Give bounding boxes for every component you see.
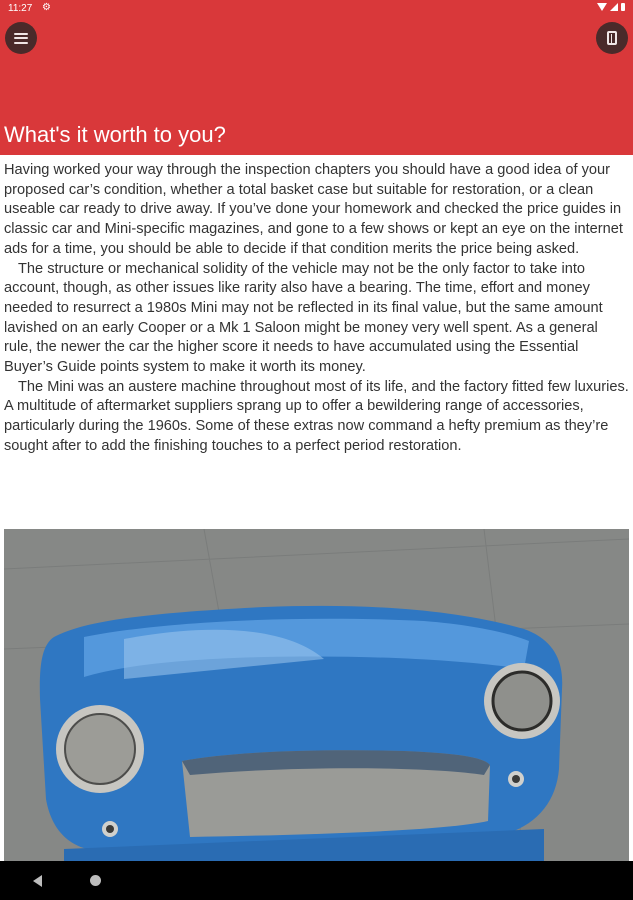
system-navigation-bar xyxy=(0,861,633,900)
home-circle-icon[interactable] xyxy=(90,875,101,886)
page-title: What's it worth to you? xyxy=(4,122,226,147)
signal-icon xyxy=(610,3,618,11)
back-triangle-icon[interactable] xyxy=(33,875,42,887)
hamburger-menu-icon xyxy=(14,33,28,44)
mini-front-panel-photo xyxy=(4,529,629,861)
menu-button[interactable] xyxy=(5,22,37,54)
app-header xyxy=(0,18,633,155)
battery-icon xyxy=(621,3,625,11)
book-icon xyxy=(607,31,617,45)
article-paragraph-3: The Mini was an austere machine throughout most of its life, and the factory fitted few luxuries. A multitude of aftermarket suppliers sprang up to offer a bewildering range of accessories, particularly during the 1960s. Some of these extras now command a hefty premium as they’re sought after to add the finishing touches to a perfect period restoration. xyxy=(4,378,629,454)
status-icons xyxy=(597,3,625,11)
gear-icon: ⚙ xyxy=(42,2,51,13)
wifi-icon xyxy=(597,3,607,11)
article-paragraph-2: The structure or mechanical solidity of the vehicle may not be the only factor to take into account, though, as other issues like rarity also have a bearing. The time, effort and money needed to resurrect a 1980s Mini may not be reflected in its final value, but the same amount lavished on an early Cooper or a Mk 1 Saloon might be money very well spent. As a general rule, the newer the car the higher score it needs to have accumulated using the Essential Buyer’s Guide points system to make it worth its money. xyxy=(4,260,603,376)
article-content[interactable] xyxy=(0,155,633,861)
status-time: 11:27 xyxy=(8,3,33,14)
book-button[interactable] xyxy=(596,22,628,54)
article-paragraph-1: Having worked your way through the inspection chapters you should have a good idea of your proposed car’s condition, whether a total basket case but suitable for restoration, or a clean useable car ready to drive away. If you’ve done your homework and checked the price guides in classic car and Mini-specific magazines, and gone to a few shows or kept an eye on the internet ads for a time, you should be able to decide if that condition merits the price being asked. xyxy=(4,162,623,257)
article-body xyxy=(0,155,633,457)
status-bar xyxy=(0,0,633,18)
